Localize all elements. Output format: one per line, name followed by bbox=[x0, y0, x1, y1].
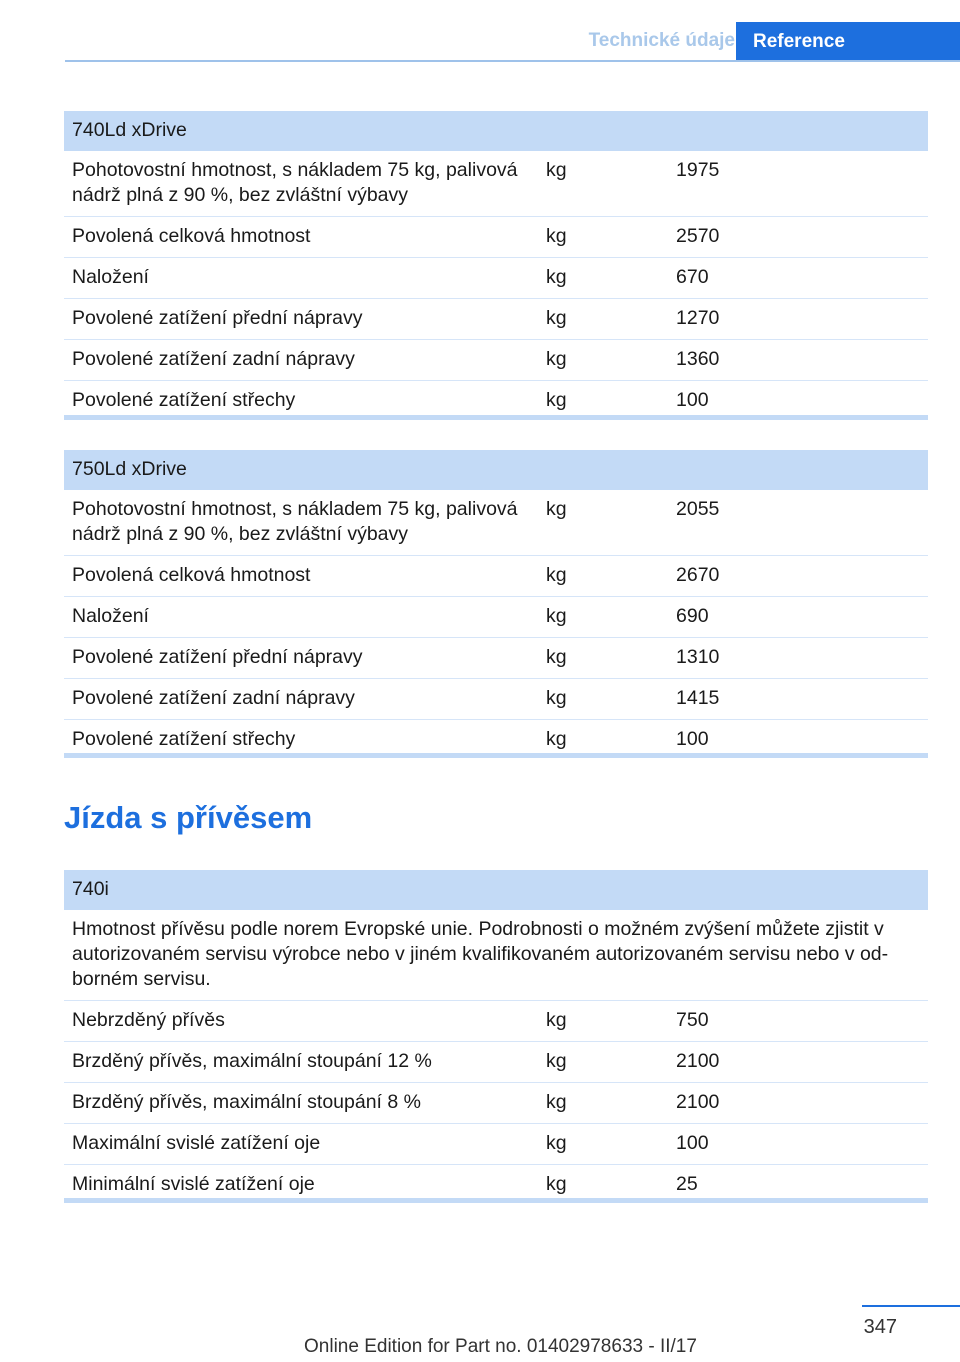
row-label: Pohotovostní hmotnost, s nákladem 75 kg, palivová nádrž plná z 90 %, bez zvláštní výbavy bbox=[64, 490, 538, 556]
section-title: Jízda s přívěsem bbox=[64, 800, 313, 835]
row-label: Povolené zatížení zadní nápravy bbox=[64, 679, 538, 720]
page-number: 347 bbox=[863, 1316, 897, 1338]
table-end-bar bbox=[64, 753, 928, 758]
row-value: 1415 bbox=[668, 679, 928, 720]
row-unit: kg bbox=[546, 1173, 567, 1195]
row-value: 1360 bbox=[668, 340, 928, 381]
row-value: 690 bbox=[668, 597, 928, 638]
row-value: 25 bbox=[676, 1173, 698, 1195]
row-unit: kg bbox=[538, 556, 668, 597]
row-unit: kg bbox=[538, 597, 668, 638]
edition-label: Online Edition for Part no. 01402978633 - II/17 bbox=[304, 1336, 697, 1357]
row-unit: kg bbox=[538, 217, 668, 258]
table-row bbox=[64, 638, 928, 679]
footer-divider bbox=[862, 1305, 960, 1307]
header-section-label: Technické údaje bbox=[588, 30, 735, 51]
row-label: Minimální svislé zatížení oje bbox=[72, 1173, 315, 1195]
row-unit: kg bbox=[546, 728, 567, 750]
row-label: Naložení bbox=[64, 597, 538, 638]
row-value: 2670 bbox=[668, 556, 928, 597]
row-unit: kg bbox=[538, 258, 668, 299]
table-title: 740i bbox=[64, 870, 928, 910]
table-row bbox=[64, 1124, 928, 1165]
table-row bbox=[64, 597, 928, 638]
spec-table-740ld bbox=[64, 111, 928, 421]
table-title: 740Ld xDrive bbox=[64, 111, 928, 151]
row-unit: kg bbox=[538, 1042, 668, 1083]
row-value: 1310 bbox=[668, 638, 928, 679]
row-label: Povolená celková hmotnost bbox=[64, 217, 538, 258]
header-divider bbox=[65, 60, 960, 62]
row-label: Povolená celková hmotnost bbox=[64, 556, 538, 597]
table-row bbox=[64, 1001, 928, 1042]
row-unit: kg bbox=[538, 1083, 668, 1124]
row-label: Povolené zatížení střechy bbox=[72, 389, 296, 411]
table-end-bar bbox=[64, 1198, 928, 1203]
row-value: 100 bbox=[668, 1124, 928, 1165]
row-value: 2055 bbox=[668, 490, 928, 556]
table-row bbox=[64, 679, 928, 720]
trailer-table-740i bbox=[64, 870, 928, 1205]
row-value: 1975 bbox=[668, 151, 928, 217]
table-row bbox=[64, 1083, 928, 1124]
spec-table-750ld bbox=[64, 450, 928, 760]
row-unit: kg bbox=[538, 490, 668, 556]
row-label: Naložení bbox=[64, 258, 538, 299]
row-value: 670 bbox=[668, 258, 928, 299]
row-unit: kg bbox=[538, 340, 668, 381]
row-label: Povolené zatížení přední nápravy bbox=[64, 638, 538, 679]
row-value: 2100 bbox=[668, 1042, 928, 1083]
row-unit: kg bbox=[538, 1124, 668, 1165]
row-unit: kg bbox=[538, 679, 668, 720]
row-value: 750 bbox=[668, 1001, 928, 1042]
row-label: Brzděný přívěs, maximální stoupání 8 % bbox=[64, 1083, 538, 1124]
row-label: Brzděný přívěs, maximální stoupání 12 % bbox=[64, 1042, 538, 1083]
row-value: 100 bbox=[676, 728, 709, 750]
table-row bbox=[64, 258, 928, 299]
row-label: Povolené zatížení zadní nápravy bbox=[64, 340, 538, 381]
row-unit: kg bbox=[538, 151, 668, 217]
row-value: 2100 bbox=[668, 1083, 928, 1124]
row-value: 100 bbox=[676, 389, 709, 411]
row-unit: kg bbox=[538, 1001, 668, 1042]
page-header bbox=[0, 0, 960, 62]
row-unit: kg bbox=[538, 299, 668, 340]
table-title: 750Ld xDrive bbox=[64, 450, 928, 490]
table-row bbox=[64, 299, 928, 340]
row-label: Povolené zatížení střechy bbox=[72, 728, 296, 750]
row-value: 1270 bbox=[668, 299, 928, 340]
row-label: Nebrzděný přívěs bbox=[64, 1001, 538, 1042]
row-label: Povolené zatížení přední nápravy bbox=[64, 299, 538, 340]
table-row bbox=[64, 490, 928, 556]
row-label: Maximální svislé zatížení oje bbox=[64, 1124, 538, 1165]
row-unit: kg bbox=[546, 389, 567, 411]
table-row bbox=[64, 217, 928, 258]
row-label: Pohotovostní hmotnost, s nákladem 75 kg, palivová nádrž plná z 90 %, bez zvláštní výbavy bbox=[64, 151, 538, 217]
row-value: 2570 bbox=[668, 217, 928, 258]
table-row bbox=[64, 151, 928, 217]
table-note: Hmotnost přívěsu podle norem Evropské unie. Podrobnosti o možném zvýšení můžete zjistit v autorizovaném servisu výrobce nebo v jiném kvalifikovaném autorizovaném servisu nebo v odborném servisu. bbox=[64, 910, 928, 1001]
table-row bbox=[64, 1042, 928, 1083]
table-end-bar bbox=[64, 415, 928, 420]
row-unit: kg bbox=[538, 638, 668, 679]
table-row bbox=[64, 556, 928, 597]
table-note-row bbox=[64, 910, 928, 1001]
table-row bbox=[64, 340, 928, 381]
header-tab-reference[interactable]: Reference bbox=[736, 22, 960, 61]
